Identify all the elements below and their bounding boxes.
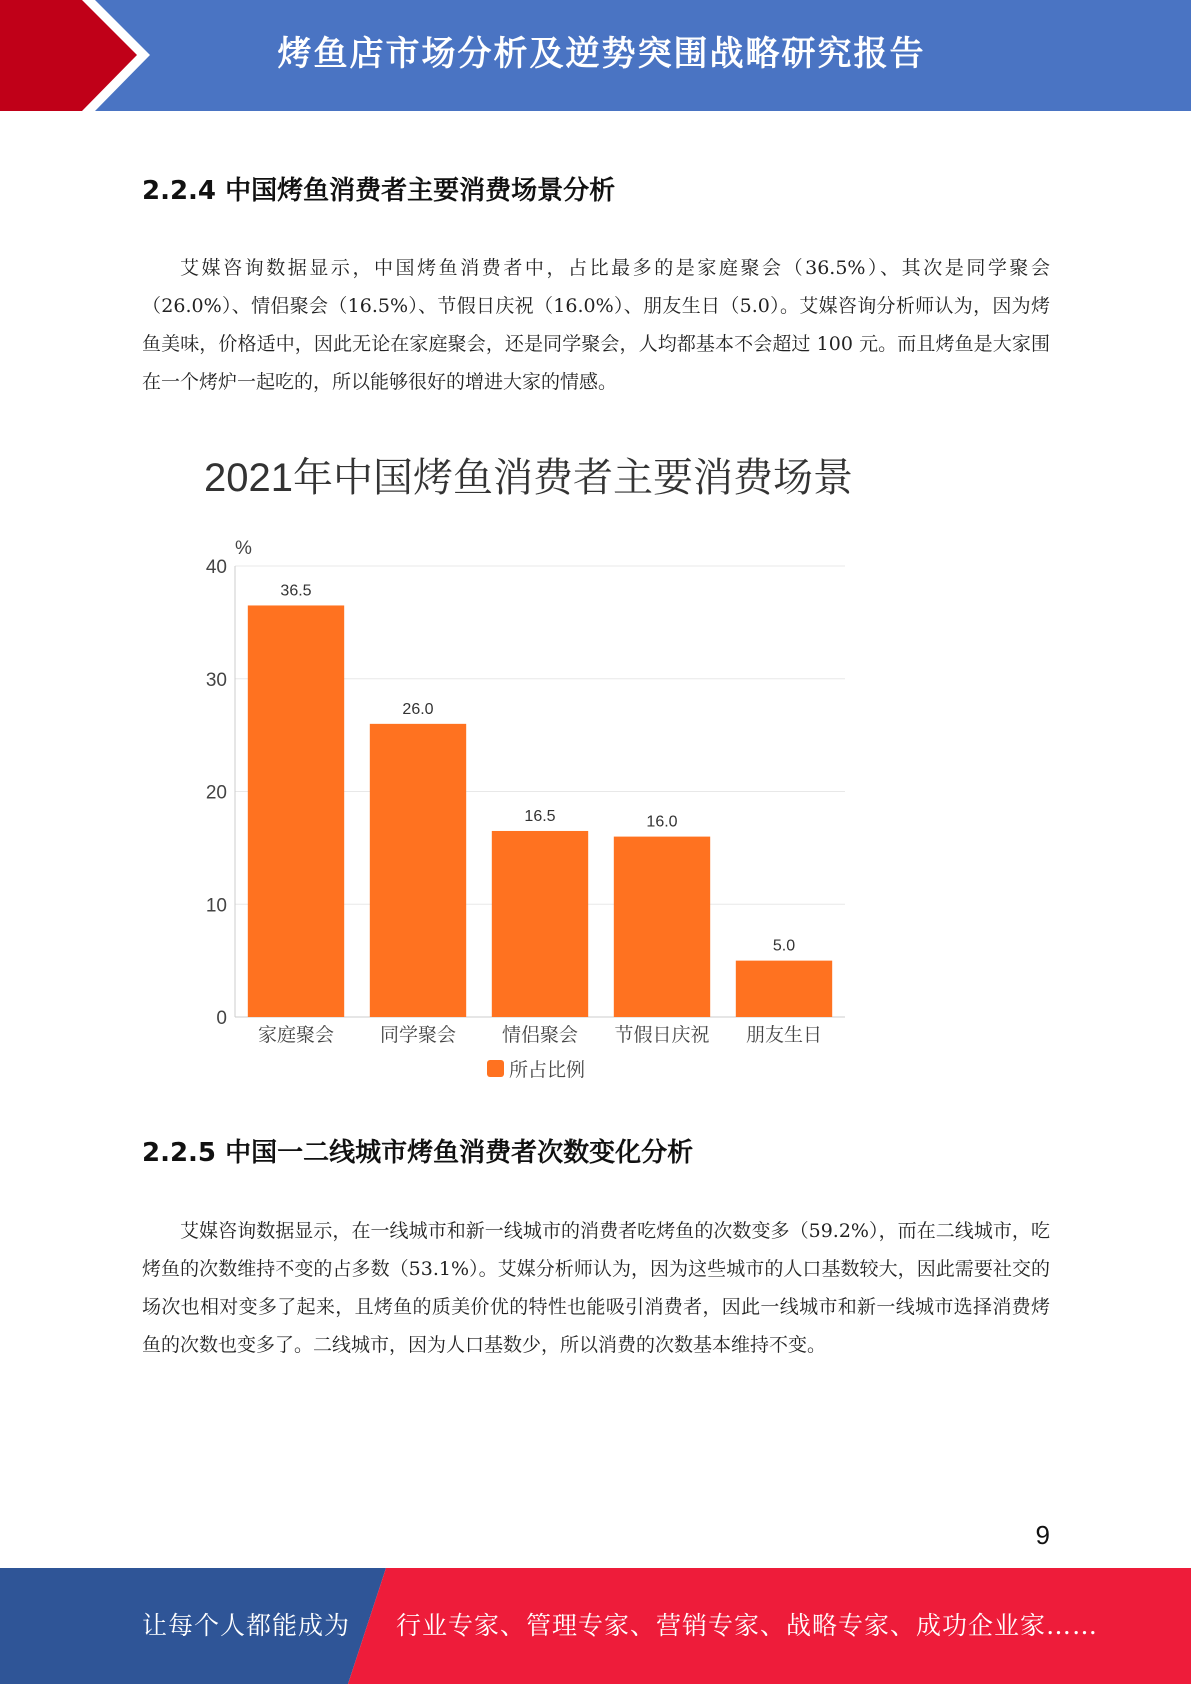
footer-slogan-left: 让每个人都能成为 <box>142 1611 351 1640</box>
data-label: 16.5 <box>524 807 556 825</box>
data-label: 16.0 <box>646 813 678 831</box>
x-tick-label: 同学聚会 <box>379 1025 457 1046</box>
y-tick-label: 20 <box>205 782 227 804</box>
bar <box>248 605 344 1017</box>
bar <box>614 837 710 1017</box>
section-heading: 2.2.5 中国一二线城市烤鱼消费者次数变化分析 <box>142 1138 694 1168</box>
y-tick-label: 40 <box>205 557 227 578</box>
x-tick-label: 朋友生日 <box>745 1025 823 1046</box>
bar <box>370 724 466 1017</box>
section-heading: 2.2.4 中国烤鱼消费者主要消费场景分析 <box>142 176 616 206</box>
section-paragraph: 艾媒咨询数据显示，中国烤鱼消费者中，占比最多的是家庭聚会（36.5%）、其次是同学聚会（26.0%）、情侣聚会（16.5%）、节假日庆祝（16.0%）、朋友生日（5.0）。艾媒咨询分析师认为，因为烤鱼美味，价格适中，因此无论在家庭聚会，还是同学聚会，人均都基本不会超过 100 元。而且烤鱼是大家围在一个烤炉一起吃的，所以能够很好的增进大家的情感。 <box>142 257 1050 393</box>
data-label: 36.5 <box>280 582 312 600</box>
bar <box>492 831 588 1017</box>
bar <box>736 961 832 1017</box>
x-tick-label: 情侣聚会 <box>501 1025 579 1046</box>
x-tick-label: 家庭聚会 <box>257 1025 335 1046</box>
legend-label: 所占比例 <box>509 1060 586 1081</box>
data-label: 26.0 <box>402 700 434 718</box>
data-label: 5.0 <box>772 937 796 955</box>
x-tick-label: 节假日庆祝 <box>614 1025 710 1046</box>
legend-swatch <box>487 1060 504 1077</box>
section-paragraph: 艾媒咨询数据显示，在一线城市和新一线城市的消费者吃烤鱼的次数变多（59.2%），而在二线城市，吃烤鱼的次数维持不变的占多数（53.1%）。艾媒分析师认为，因为这些城市的人口基数较大，因此需要社交的场次也相对变多了起来，且烤鱼的质美价优的特性也能吸引消费者，因此一线城市和新一线城市选择消费烤鱼的次数也变多了。二线城市，因为人口基数少，所以消费的次数基本维持不变。 <box>142 1220 1050 1356</box>
report-title: 烤鱼店市场分析及逆势突围战略研究报告 <box>277 34 926 74</box>
y-tick-label: 30 <box>205 669 227 691</box>
chart-title: 2021年中国烤鱼消费者主要消费场景 <box>204 456 853 500</box>
y-axis-label: % <box>235 538 252 559</box>
footer-slogan-right: 行业专家、管理专家、营销专家、战略专家、成功企业家…… <box>396 1611 1099 1640</box>
y-tick-label: 10 <box>205 895 227 917</box>
y-tick-label: 0 <box>216 1008 227 1029</box>
page-footer <box>0 1568 1191 1684</box>
page-number: 9 <box>1035 1520 1050 1550</box>
